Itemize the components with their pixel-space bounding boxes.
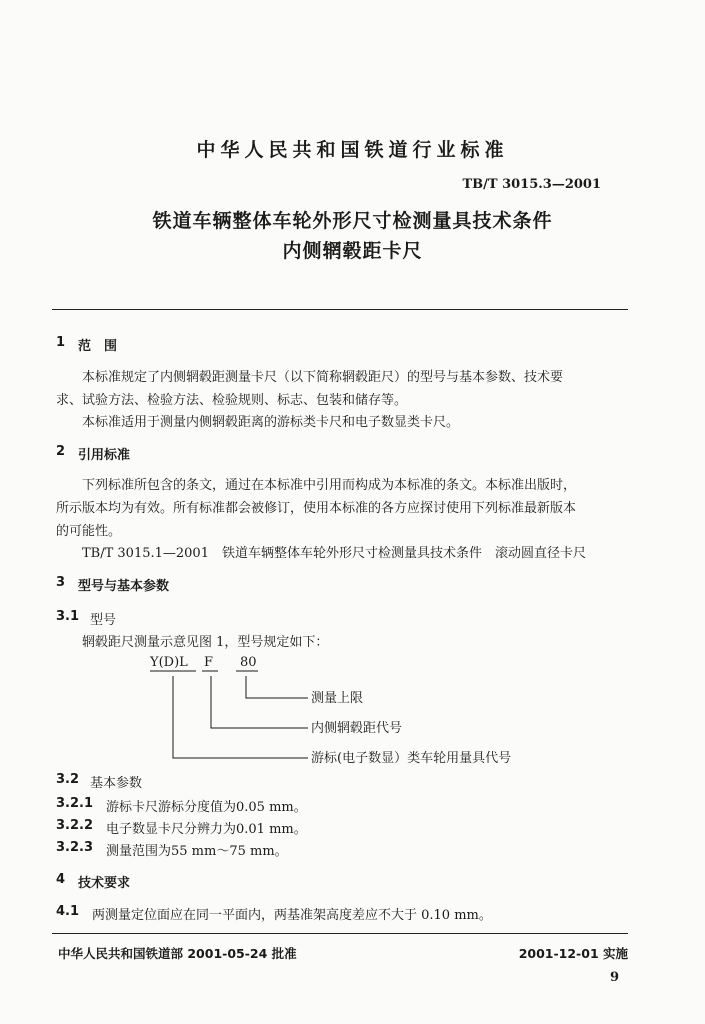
standard-number: TB/T 3015.3—2001: [462, 177, 601, 192]
model-code-diagram: [140, 652, 560, 772]
section-1-title: 范 围: [78, 339, 118, 354]
section-2-number: 2: [56, 444, 66, 459]
section-3-1-text: 辋毂距尺测量示意见图 1，型号规定如下：: [82, 635, 329, 650]
approval-line: 中华人民共和国铁道部 2001-05-24 批准: [58, 946, 297, 961]
model-code-part-1: Y(D)L: [150, 655, 188, 670]
section-2-paragraph-line-3: 的可能性。: [56, 524, 122, 539]
section-2-title: 引用标准: [78, 448, 131, 463]
section-4-number: 4: [56, 872, 66, 887]
section-3-2-3-number: 3.2.3: [56, 840, 94, 855]
model-code-part-3: 80: [240, 655, 257, 670]
page-number: 9: [609, 970, 619, 985]
section-1-paragraph-2: 本标准适用于测量内侧辋毂距离的游标类卡尺和电子数显类卡尺。: [82, 415, 460, 430]
section-4-1-number: 4.1: [56, 904, 80, 919]
document-subtitle: 内侧辋毂距卡尺: [282, 240, 423, 262]
referenced-standard: TB/T 3015.1—2001 铁道车辆整体车轮外形尺寸检测量具技术条件 滚动圆直径卡尺: [82, 546, 586, 561]
section-3-2-1-text: 游标卡尺游标分度值为0.05 mm。: [106, 800, 307, 815]
model-label-type: 游标(电子数显）类车轮用量具代号: [311, 751, 512, 766]
section-2-paragraph-line-1: 下列标准所包含的条文，通过在本标准中引用而构成为本标准的条文。本标准出版时，: [82, 478, 577, 493]
model-label-code: 内侧辋毂距代号: [311, 721, 403, 736]
section-3-2-2-number: 3.2.2: [56, 818, 94, 833]
footer-divider: [52, 933, 628, 934]
section-3-2-title: 基本参数: [90, 776, 143, 791]
implementation-date: 2001-12-01 实施: [518, 946, 628, 961]
section-3-1-title: 型号: [90, 613, 117, 628]
section-1-paragraph-1-line-2: 求、试验方法、检验方法、检验规则、标志、包装和储存等。: [56, 393, 408, 408]
section-3-title: 型号与基本参数: [78, 579, 170, 594]
connector-code: [211, 676, 308, 728]
section-3-2-3-text: 测量范围为55 mm～75 mm。: [106, 844, 288, 859]
section-3-number: 3: [56, 575, 66, 590]
section-4-1-text: 两测量定位面应在同一平面内，两基准架高度差应不大于 0.10 mm。: [92, 908, 492, 923]
section-3-1-number: 3.1: [56, 609, 80, 624]
section-4-title: 技术要求: [78, 876, 131, 891]
section-3-2-2-text: 电子数显卡尺分辨力为0.01 mm。: [106, 822, 307, 837]
document-title: 铁道车辆整体车轮外形尺寸检测量具技术条件: [152, 210, 553, 232]
section-1-paragraph-1-line-1: 本标准规定了内侧辋毂距测量卡尺（以下简称辋毂距尺）的型号与基本参数、技术要: [82, 370, 564, 385]
section-1-number: 1: [56, 335, 66, 350]
industry-standard-header: 中华人民共和国铁道行业标准: [196, 139, 509, 161]
model-code-part-2: F: [204, 655, 214, 670]
header-divider: [52, 309, 628, 310]
model-label-range: 测量上限: [311, 691, 364, 706]
connector-type: [173, 676, 308, 758]
section-3-2-1-number: 3.2.1: [56, 796, 94, 811]
section-2-paragraph-line-2: 所示版本均为有效。所有标准都会被修订，使用本标准的各方应探讨使用下列标准最新版本: [56, 501, 577, 516]
section-3-2-number: 3.2: [56, 772, 80, 787]
connector-range: [246, 676, 308, 698]
